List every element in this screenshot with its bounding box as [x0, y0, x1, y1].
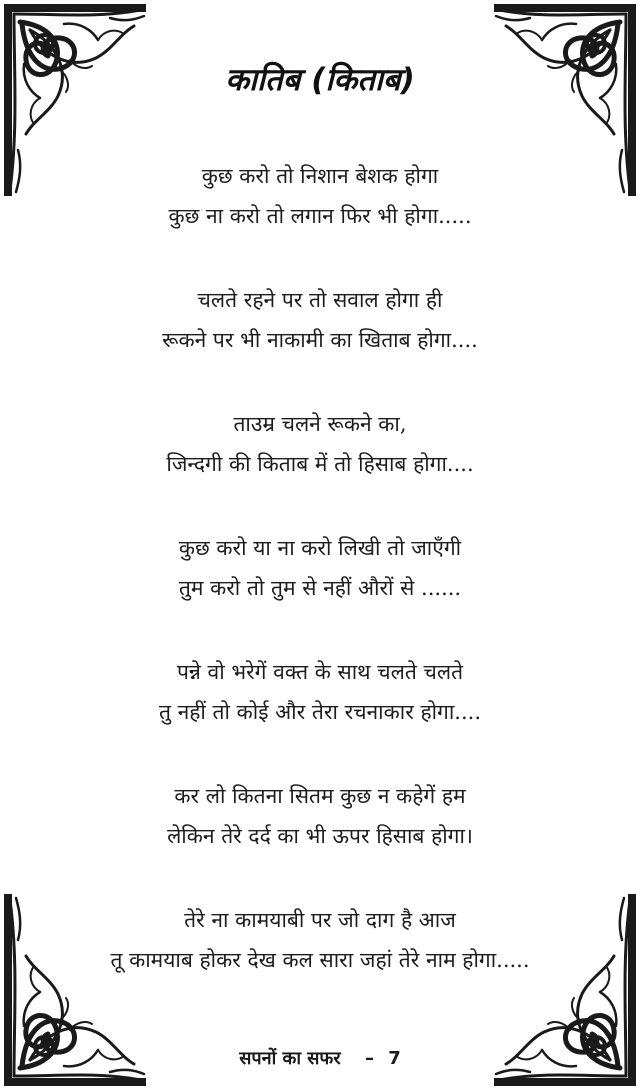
stanza — [0, 900, 640, 1024]
page-footer — [0, 1046, 640, 1070]
stanza — [0, 776, 640, 900]
poem-line: चलते रहने पर तो सवाल होगा ही — [197, 288, 443, 312]
footer-separator: – — [364, 1048, 374, 1069]
book-title: सपनों का सफर — [239, 1048, 341, 1069]
stanza — [0, 528, 640, 652]
poem-line: कर लो कितना सितम कुछ न कहेगें हम — [174, 784, 466, 808]
poem-line: रूकने पर भी नाकामी का खिताब होगा.... — [162, 328, 478, 352]
stanza — [0, 280, 640, 404]
poem-line: लेकिन तेरे दर्द का भी ऊपर हिसाब होगा। — [167, 824, 473, 848]
stanza — [0, 404, 640, 528]
page-number: 7 — [388, 1048, 401, 1069]
poem-line: ताउम्र चलने रूकने का, — [233, 412, 407, 436]
poem-line: कुछ करो या ना करो लिखी तो जाएँगी — [178, 536, 462, 560]
poem-line: कुछ ना करो तो लगान फिर भी होगा..... — [168, 204, 472, 228]
poem-line: जिन्दगी की किताब में तो हिसाब होगा.... — [166, 452, 474, 476]
poem-line: तू कामयाब होकर देख कल सारा जहां तेरे नाम होगा..... — [110, 948, 530, 972]
poem-line: तु नहीं तो कोई और तेरा रचनाकार होगा.... — [158, 700, 482, 724]
stanza — [0, 156, 640, 280]
poem-line: तुम करो तो तुम से नहीं औरों से ...... — [178, 576, 462, 600]
poem-line: कुछ करो तो निशान बेशक होगा — [201, 164, 439, 188]
stanza — [0, 652, 640, 776]
poem-body — [0, 156, 640, 1024]
poem-title: कातिब (किताब) — [225, 62, 415, 98]
poem-line: पन्ने वो भरेगें वक्त के साथ चलते चलते — [176, 660, 464, 684]
poem-line: तेरे ना कामयाबी पर जो दाग है आज — [184, 908, 456, 932]
